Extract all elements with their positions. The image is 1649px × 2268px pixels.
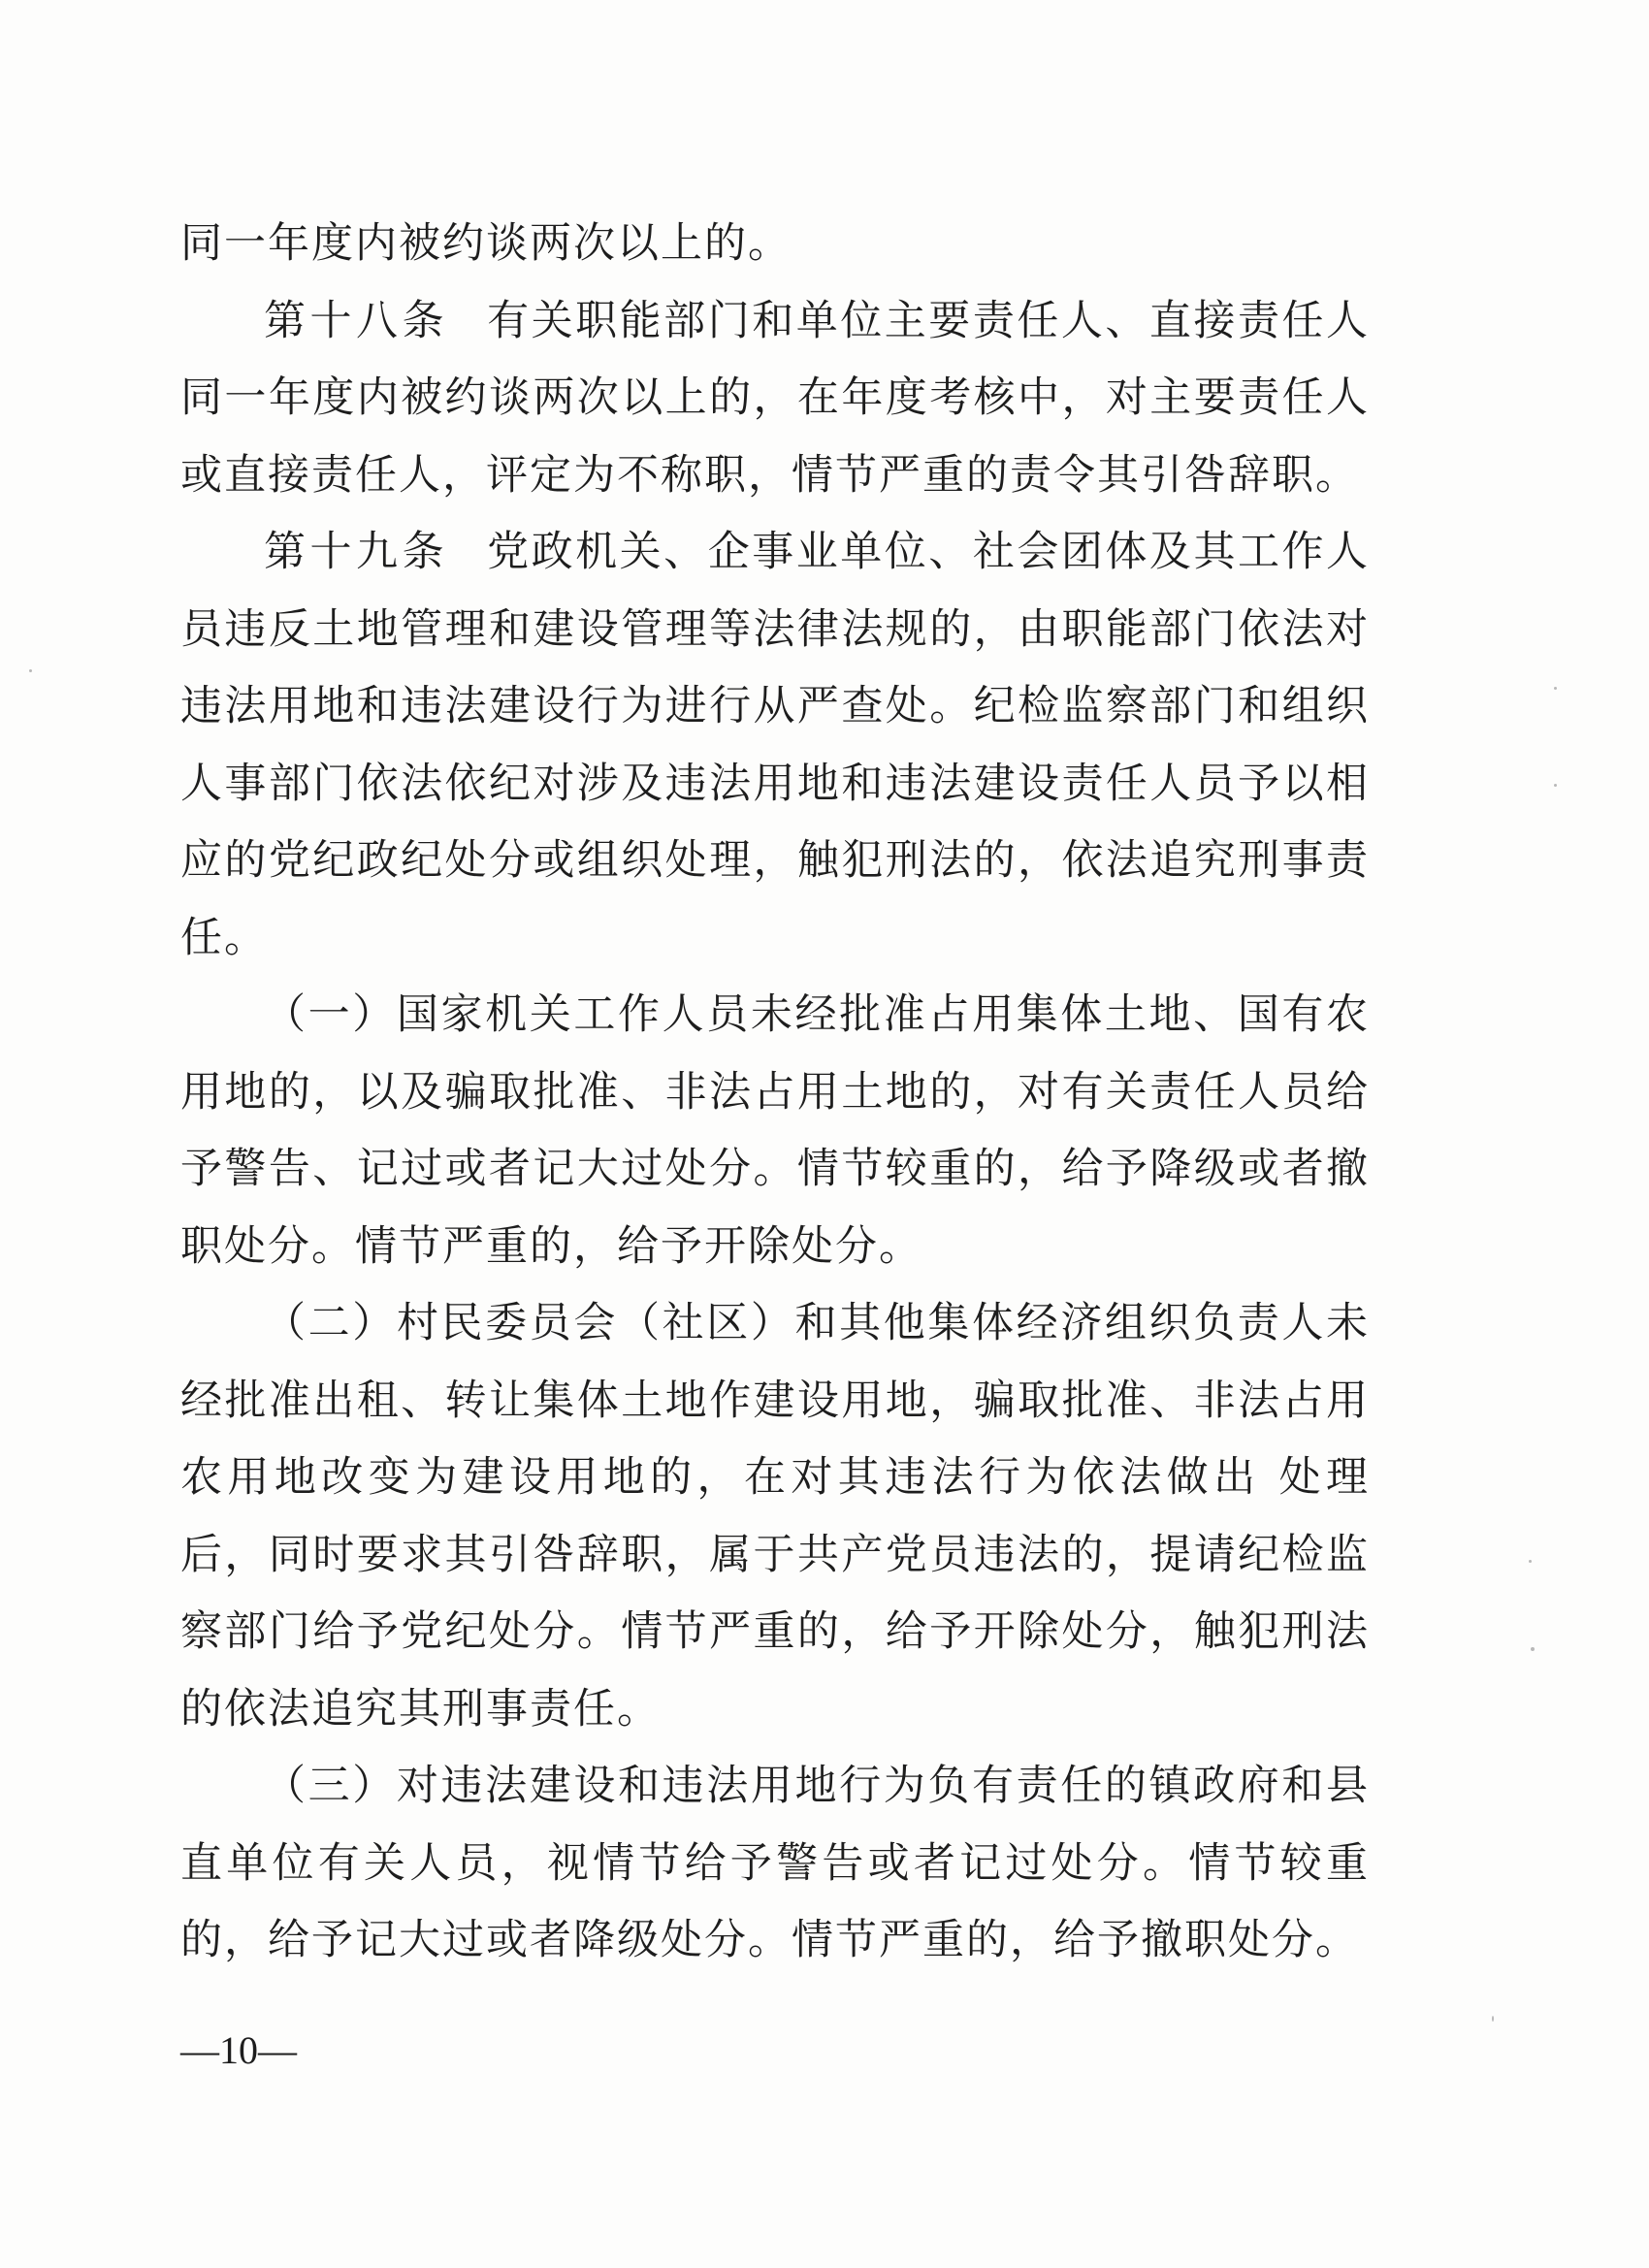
paragraph-text: 党政机关、企事业单位、社会团体及其工作人员违反土地管理和建设管理等法律法规的，由职能部门依法对违法用地和违法建设行为进行从严查处。纪检监察部门和组织人事部门依法依纪对涉及违法用地和违法建设责任人员予以相应的党纪政纪处分或组织处理，触犯刑法的，依法追究刑事责任。 xyxy=(180,528,1371,962)
article-19 xyxy=(180,514,1370,977)
article-label: 第十八条 xyxy=(264,296,449,345)
page-number: —10— xyxy=(180,2028,297,2072)
paragraph-text: （三）对违法建设和违法用地行为负有责任的镇政府和县直单位有关人员，视情节给予警告或者记过处分。情节较重的，给予记大过或者降级处分。情节严重的，给予撤职处分。 xyxy=(180,1762,1370,1964)
scan-speck xyxy=(1531,1647,1535,1651)
scan-speck xyxy=(29,669,32,672)
paragraph-continuation xyxy=(180,206,1370,283)
clause-1 xyxy=(180,977,1370,1285)
paragraph-text: 同一年度内被约谈两次以上的。 xyxy=(180,219,792,268)
scan-speck xyxy=(1529,1560,1532,1563)
document-body xyxy=(180,206,1370,1980)
clause-3 xyxy=(180,1748,1370,1980)
paragraph-text: （一）国家机关工作人员未经批准占用集体土地、国有农用地的，以及骗取批准、非法占用土地的，对有关责任人员给予警告、记过或者记大过处分。情节较重的，给予降级或者撤职处分。情节严重的，给予开除处分。 xyxy=(180,990,1370,1271)
scan-speck xyxy=(1554,784,1557,787)
paragraph-text: 有关职能部门和单位主要责任人、直接责任人同一年度内被约谈两次以上的，在年度考核中，对主要责任人或直接责任人，评定为不称职，情节严重的责令其引咎辞职。 xyxy=(180,296,1371,500)
scan-speck xyxy=(1492,2016,1494,2022)
scan-speck xyxy=(1554,687,1557,690)
article-18 xyxy=(180,283,1370,515)
clause-2 xyxy=(180,1285,1370,1748)
paragraph-text: （二）村民委员会（社区）和其他集体经济组织负责人未经批准出租、转让集体土地作建设用地，骗取批准、非法占用农用地改变为建设用地的，在对其违法行为依法做出 处理后，同时要求其引咎辞职，属于共产党员违法的，提请纪检监察部门给予党纪处分。情节严重的，给予开除处分，触犯刑法的依法追究其刑事责任。 xyxy=(180,1299,1370,1733)
article-label: 第十九条 xyxy=(264,528,449,576)
